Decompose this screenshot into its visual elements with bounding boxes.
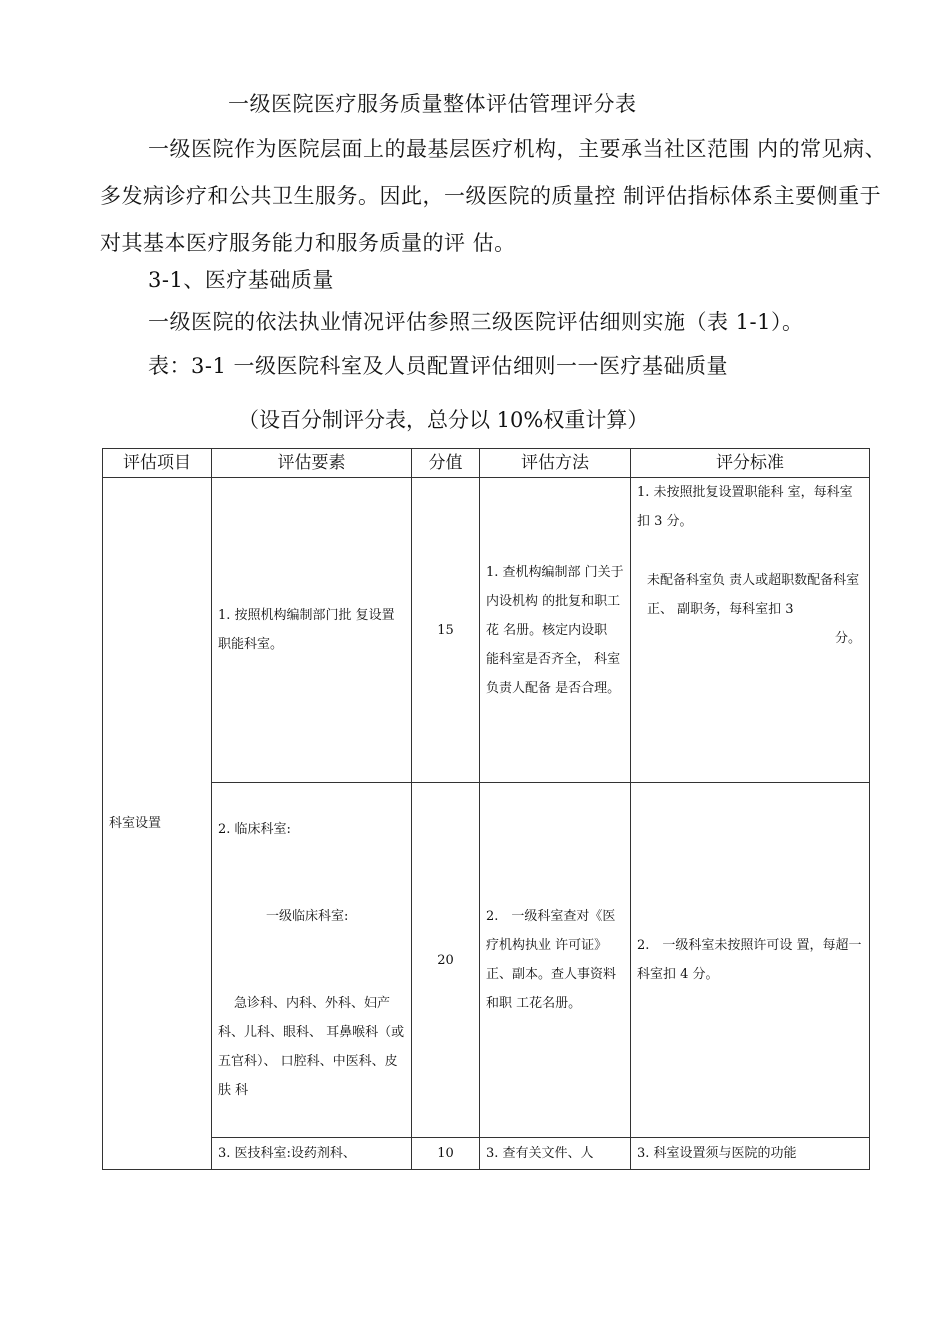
- table-header-row: [103, 449, 870, 478]
- scoring-table: [102, 448, 870, 1170]
- method-cell: 3. 查有关文件、人: [480, 1138, 631, 1170]
- element-cell: [212, 783, 412, 1138]
- standard-line: 1. 未按照批复设置职能科 室，每科室扣 3 分。: [637, 485, 853, 529]
- standard-cell: [631, 478, 870, 783]
- intro-paragraph: 一级医院作为医院层面上的最基层医疗机构，主要承当社区范围 内的常见病、多发病诊疗和公共卫生服务。因此，一级医院的质量控 制评估指标体系主要侧重于对其基本医疗服务能力和服务质量的评 估。: [100, 137, 887, 255]
- element-line: 2. 临床科室:: [218, 822, 291, 837]
- section-heading: 3-1、医疗基础质量: [148, 268, 334, 292]
- table-row: [103, 478, 870, 783]
- table-caption: 表：3-1 一级医院科室及人员配置评估细则一一医疗基础质量: [148, 354, 728, 378]
- element-line: 一级临床科室:: [266, 909, 349, 924]
- reference-note: 一级医院的依法执业情况评估参照三级医院评估细则实施（表 1-1）。: [148, 310, 804, 334]
- element-cell: 3. 医技科室:设药剂科、: [212, 1138, 412, 1170]
- standard-line: 分。: [834, 631, 861, 646]
- element-cell: 1. 按照机构编制部门批 复设置职能科室。: [212, 478, 412, 783]
- table-row: [103, 783, 870, 1138]
- header-method: 评估方法: [480, 449, 631, 478]
- table-subtitle: （设百分制评分表，总分以 10%权重计算）: [238, 408, 649, 432]
- score-cell: 15: [412, 478, 480, 783]
- header-standard: 评分标准: [631, 449, 870, 478]
- standard-cell: 2. 一级科室未按照许可设 置，每超一科室扣 4 分。: [631, 783, 870, 1138]
- method-cell: 2. 一级科室查对《医疗机构执业 许可证》正、副本。查人事资料和职 工花名册。: [480, 783, 631, 1138]
- header-element: 评估要素: [212, 449, 412, 478]
- method-cell: 1. 查机构编制部 门关于内设机构 的批复和职工花 名册。核定内设职 能科室是否齐全， 科室负责人配备 是否合理。: [480, 478, 631, 783]
- standard-cell: 3. 科室设置须与医院的功能: [631, 1138, 870, 1170]
- category-cell: 科室设置: [103, 478, 212, 1170]
- document-title: 一级医院医疗服务质量整体评估管理评分表: [228, 92, 637, 116]
- header-score: 分值: [412, 449, 480, 478]
- score-cell: 10: [412, 1138, 480, 1170]
- standard-line: 未配备科室负 责人或超职数配备科室正、 副职务，每科室扣 3: [647, 573, 860, 617]
- header-item: 评估项目: [103, 449, 212, 478]
- element-line: 急诊科、内科、外科、妇产科、儿科、眼科、 耳鼻喉科（或五官科）、 口腔科、中医科、皮肤 科: [218, 996, 405, 1098]
- score-cell: 20: [412, 783, 480, 1138]
- table-row: [103, 1138, 870, 1170]
